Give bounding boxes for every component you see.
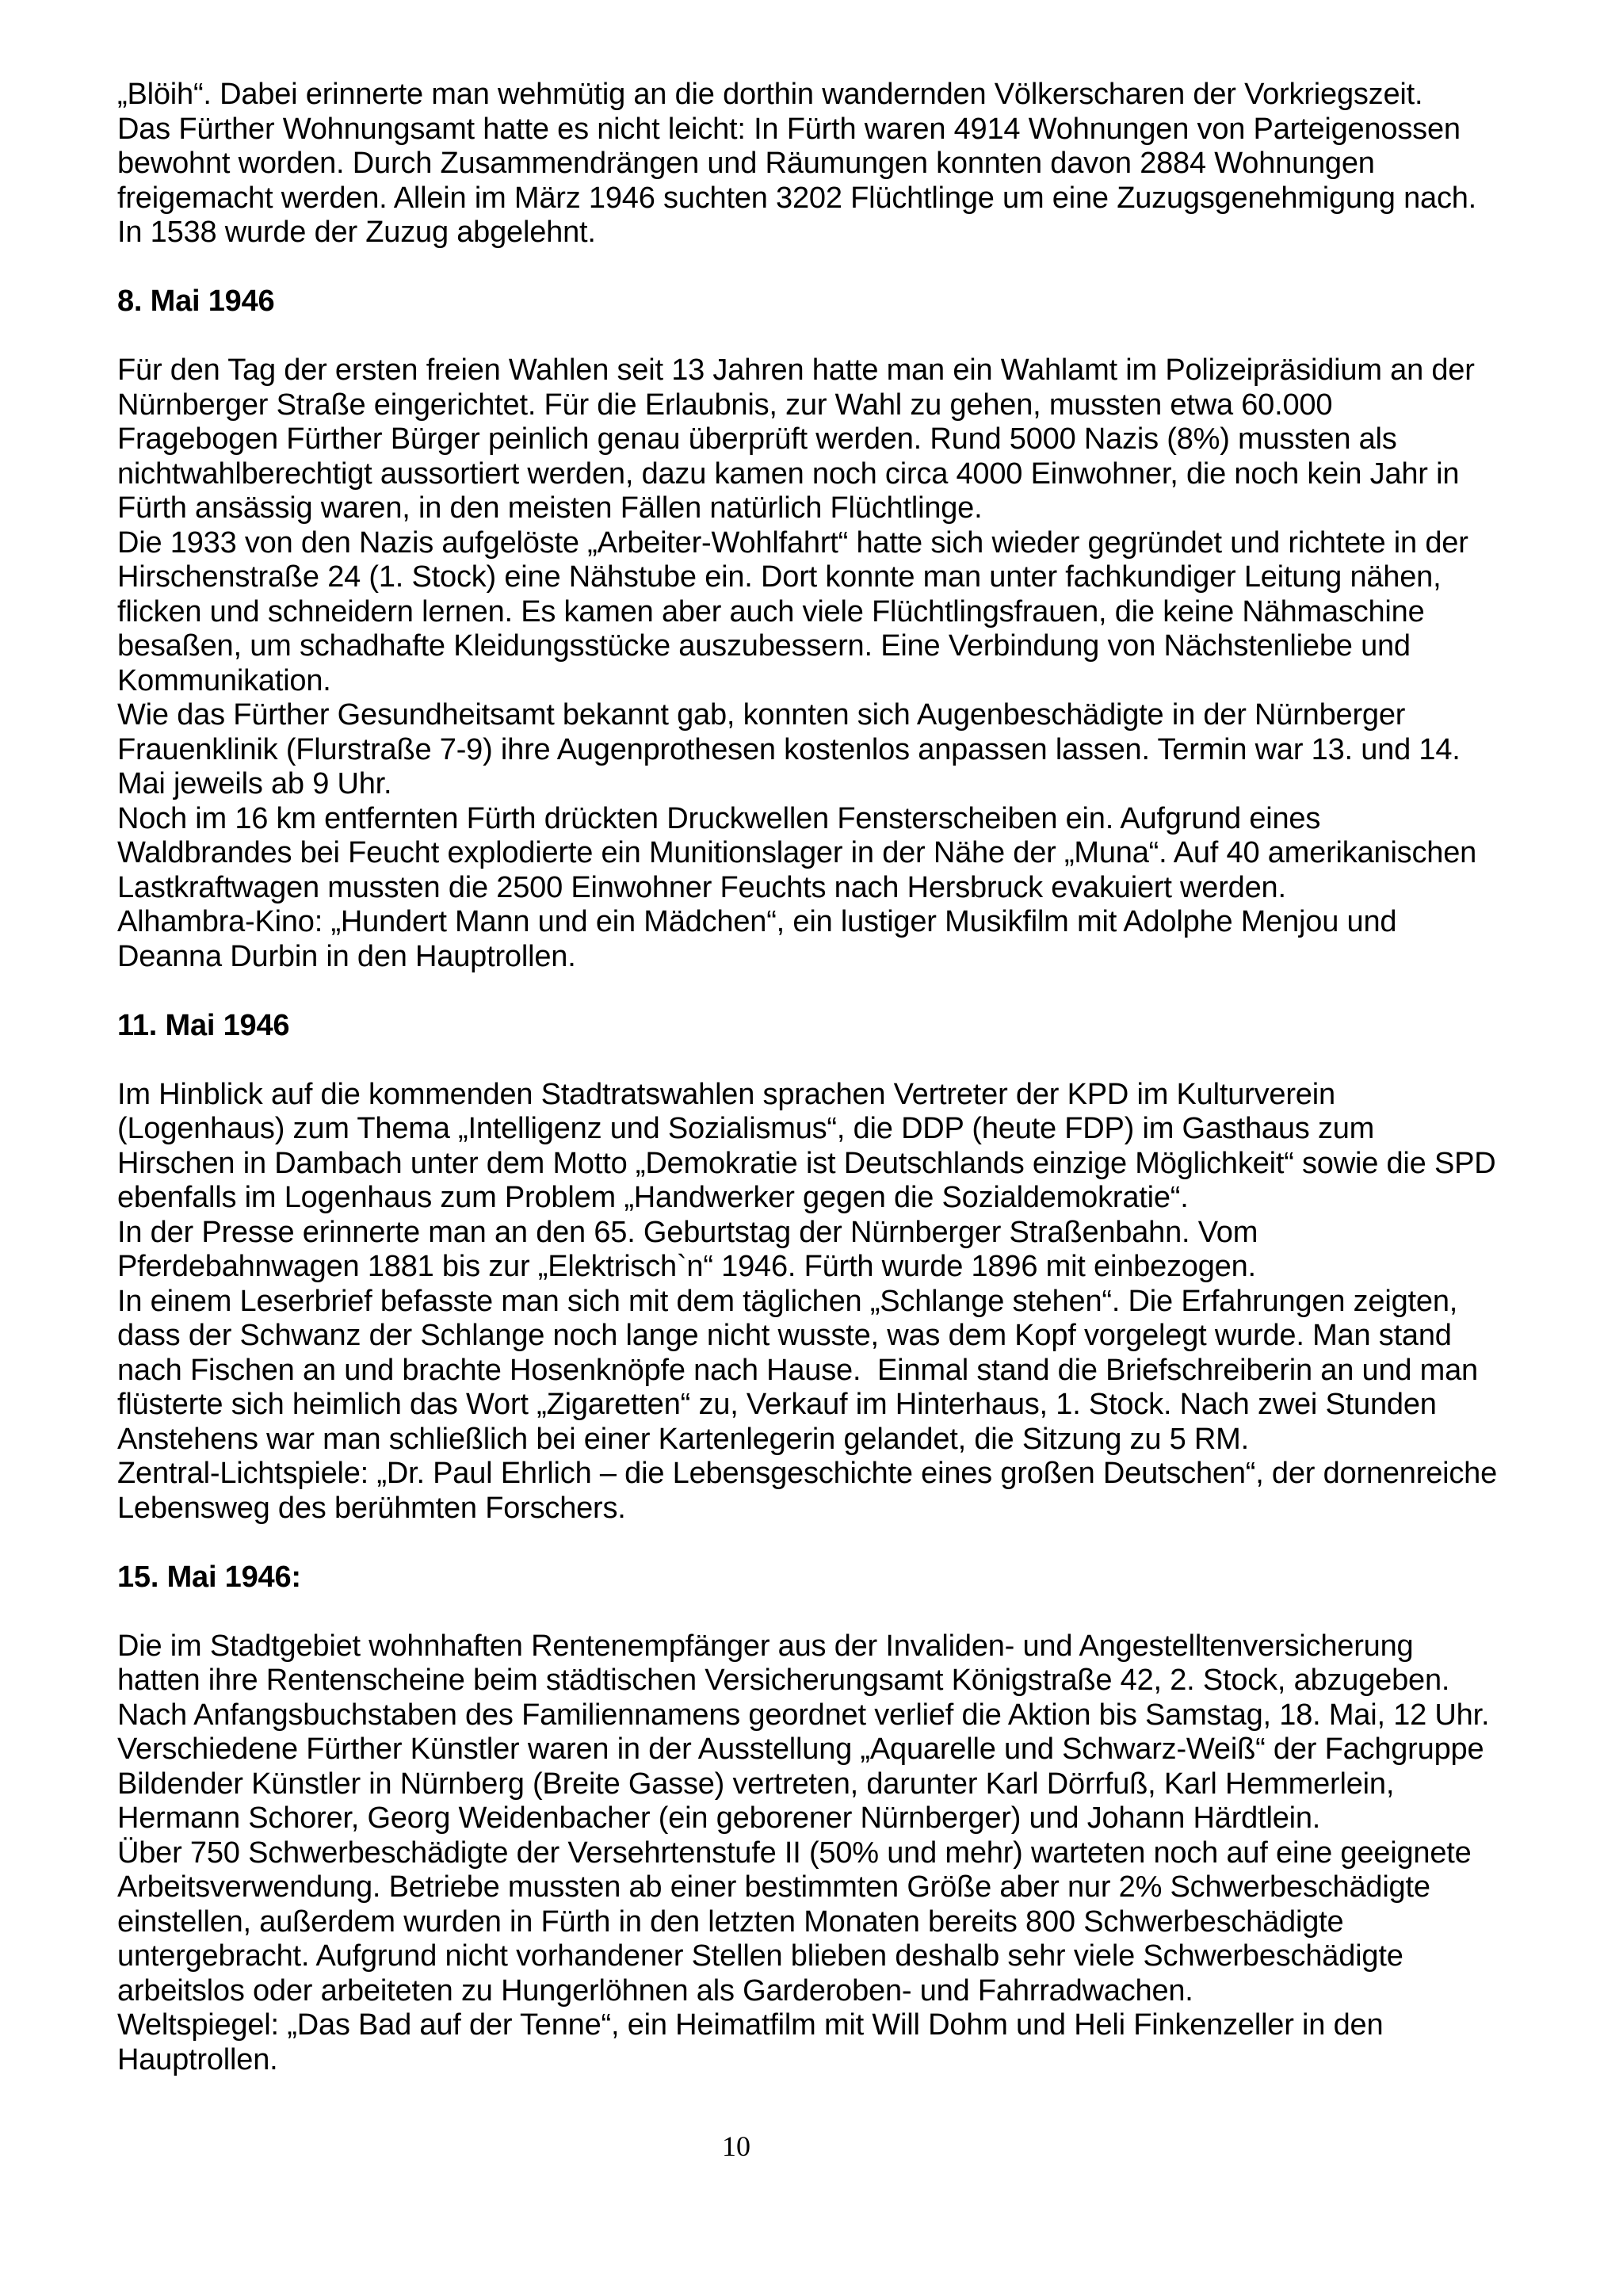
text-line: Fragebogen Fürther Bürger peinlich genau überprüft werden. Rund 5000 Nazis (8%) mussten als: [117, 422, 1397, 456]
section-heading: 15. Mai 1946:: [117, 1560, 301, 1594]
section-heading: 11. Mai 1946: [117, 1008, 290, 1042]
text-line: Bildender Künstler in Nürnberg (Breite Gasse) vertreten, darunter Karl Dörrfuß, Karl Hemmerlein,: [117, 1767, 1395, 1801]
text-line: Arbeitsverwendung. Betriebe mussten ab einer bestimmten Größe aber nur 2% Schwerbeschädigte: [117, 1870, 1430, 1904]
text-line: In einem Leserbrief befasste man sich mit dem täglichen „Schlange stehen“. Die Erfahrungen zeigten,: [117, 1284, 1458, 1318]
text-line: arbeitslos oder arbeiteten zu Hungerlöhnen als Garderoben- und Fahrradwachen.: [117, 1973, 1193, 2008]
text-line: flüsterte sich heimlich das Wort „Zigaretten“ zu, Verkauf im Hinterhaus, 1. Stock. Nach zwei Stunden: [117, 1388, 1437, 1421]
text-line: freigemacht werden. Allein im März 1946 suchten 3202 Flüchtlinge um eine Zuzugsgenehmigung nach.: [117, 181, 1477, 215]
text-line: Mai jeweils ab 9 Uhr.: [117, 767, 392, 800]
text-line: Verschiedene Fürther Künstler waren in der Ausstellung „Aquarelle und Schwarz-Weiß“ der Fachgruppe: [117, 1733, 1484, 1766]
text-line: Hauptrollen.: [117, 2042, 278, 2076]
text-line: Über 750 Schwerbeschädigte der Versehrtenstufe II (50% und mehr) warteten noch auf eine geeignete: [117, 1836, 1472, 1870]
text-line: Wie das Fürther Gesundheitsamt bekannt gab, konnten sich Augenbeschädigte in der Nürnberger: [117, 698, 1406, 732]
text-line: Nürnberger Straße eingerichtet. Für die Erlaubnis, zur Wahl zu gehen, mussten etwa 60.000: [117, 388, 1333, 422]
text-line: hatten ihre Rentenscheine beim städtischen Versicherungsamt Königstraße 42, 2. Stock, abzugeben.: [117, 1664, 1450, 1697]
text-line: Hirschen in Dambach unter dem Motto „Demokratie ist Deutschlands einzige Möglichkeit“ sowie die SPD: [117, 1146, 1496, 1180]
text-line: In 1538 wurde der Zuzug abgelehnt.: [117, 216, 596, 249]
text-line: Alhambra-Kino: „Hundert Mann und ein Mädchen“, ein lustiger Musikfilm mit Adolphe Menjou und: [117, 905, 1397, 938]
text-line: Lastkraftwagen mussten die 2500 Einwohner Feuchts nach Hersbruck evakuiert werden.: [117, 870, 1286, 904]
blank-line: [117, 974, 1552, 1009]
text-line: Die im Stadtgebiet wohnhaften Rentenempfänger aus der Invaliden- und Angestelltenversicherung: [117, 1629, 1414, 1663]
blank-line: [117, 1595, 1552, 1629]
text-line: Im Hinblick auf die kommenden Stadtratswahlen sprachen Vertreter der KPD im Kulturverein: [117, 1077, 1335, 1111]
text-line: Kommunikation.: [117, 663, 331, 697]
text-line: In der Presse erinnerte man an den 65. Geburtstag der Nürnberger Straßenbahn. Vom: [117, 1215, 1258, 1249]
text-line: untergebracht. Aufgrund nicht vorhandener Stellen blieben deshalb sehr viele Schwerbeschädigte: [117, 1939, 1403, 1973]
text-line: Waldbrandes bei Feucht explodierte ein Munitionslager in der Nähe der „Muna“. Auf 40 amerikanischen: [117, 836, 1477, 869]
blank-line: [117, 1043, 1552, 1078]
blank-line: [117, 250, 1552, 285]
text-line: „Blöih“. Dabei erinnerte man wehmütig an die dorthin wandernden Völkerscharen der Vorkriegszeit.: [117, 78, 1423, 111]
text-line: flicken und schneidern lernen. Es kamen aber auch viele Flüchtlingsfrauen, die keine Nähmaschine: [117, 594, 1425, 628]
text-line: Pferdebahnwagen 1881 bis zur „Elektrisch`n“ 1946. Fürth wurde 1896 mit einbezogen.: [117, 1250, 1256, 1283]
text-line: einstellen, außerdem wurden in Fürth in den letzten Monaten bereits 800 Schwerbeschädigte: [117, 1904, 1344, 1939]
text-line: Deanna Durbin in den Hauptrollen.: [117, 939, 576, 973]
text-line: Die 1933 von den Nazis aufgelöste „Arbeiter-Wohlfahrt“ hatte sich wieder gegründet und richtete in der: [117, 525, 1468, 560]
text-line: Fürth ansässig waren, in den meisten Fällen natürlich Flüchtlinge.: [117, 491, 983, 525]
text-line: Lebensweg des berühmten Forschers.: [117, 1491, 626, 1525]
text-line: Frauenklinik (Flurstraße 7-9) ihre Augenprothesen kostenlos anpassen lassen. Termin war 13. und 14.: [117, 732, 1461, 766]
document-content: [117, 78, 1552, 2077]
text-line: ebenfalls im Logenhaus zum Problem „Handwerker gegen die Sozialdemokratie“.: [117, 1181, 1189, 1214]
text-line: nach Fischen an und brachte Hosenknöpfe nach Hause. Einmal stand die Briefschreiberin an und man: [117, 1353, 1478, 1387]
text-line: bewohnt worden. Durch Zusammendrängen und Räumungen konnten davon 2884 Wohnungen: [117, 147, 1375, 180]
text-line: Weltspiegel: „Das Bad auf der Tenne“, ein Heimatfilm mit Will Dohm und Heli Finkenzeller in den: [117, 2008, 1384, 2042]
text-line: Das Fürther Wohnungsamt hatte es nicht leicht: In Fürth waren 4914 Wohnungen von Parteigenossen: [117, 112, 1461, 146]
page-number: 10: [722, 2130, 750, 2162]
text-line: nichtwahlberechtigt aussortiert werden, dazu kamen noch circa 4000 Einwohner, die noch kein Jahr in: [117, 457, 1460, 491]
text-line: Für den Tag der ersten freien Wahlen seit 13 Jahren hatte man ein Wahlamt im Polizeipräsidium an der: [117, 353, 1475, 387]
text-line: Nach Anfangsbuchstaben des Familiennamens geordnet verlief die Aktion bis Samstag, 18. Mai, 12 Uhr.: [117, 1698, 1490, 1732]
text-line: Zentral-Lichtspiele: „Dr. Paul Ehrlich – die Lebensgeschichte eines großen Deutschen“, der dornenreiche: [117, 1457, 1498, 1490]
section-heading: 8. Mai 1946: [117, 285, 275, 318]
text-line: Anstehens war man schließlich bei einer Kartenlegerin gelandet, die Sitzung zu 5 RM.: [117, 1422, 1249, 1456]
text-line: Hirschenstraße 24 (1. Stock) eine Nähstube ein. Dort konnte man unter fachkundiger Leitung nähen,: [117, 560, 1442, 594]
text-line: dass der Schwanz der Schlange noch lange nicht wusste, was dem Kopf vorgelegt wurde. Man stand: [117, 1319, 1452, 1352]
text-line: Noch im 16 km entfernten Fürth drückten Druckwellen Fensterscheiben ein. Aufgrund eines: [117, 801, 1321, 835]
blank-line: [117, 1526, 1552, 1561]
text-line: besaßen, um schadhafte Kleidungsstücke auszubessern. Eine Verbindung von Nächstenliebe und: [117, 629, 1411, 663]
blank-line: [117, 319, 1552, 354]
text-line: (Logenhaus) zum Thema „Intelligenz und Sozialismus“, die DDP (heute FDP) im Gasthaus zum: [117, 1112, 1375, 1145]
text-line: Hermann Schorer, Georg Weidenbacher (ein geborener Nürnberger) und Johann Härdtlein.: [117, 1801, 1321, 1835]
